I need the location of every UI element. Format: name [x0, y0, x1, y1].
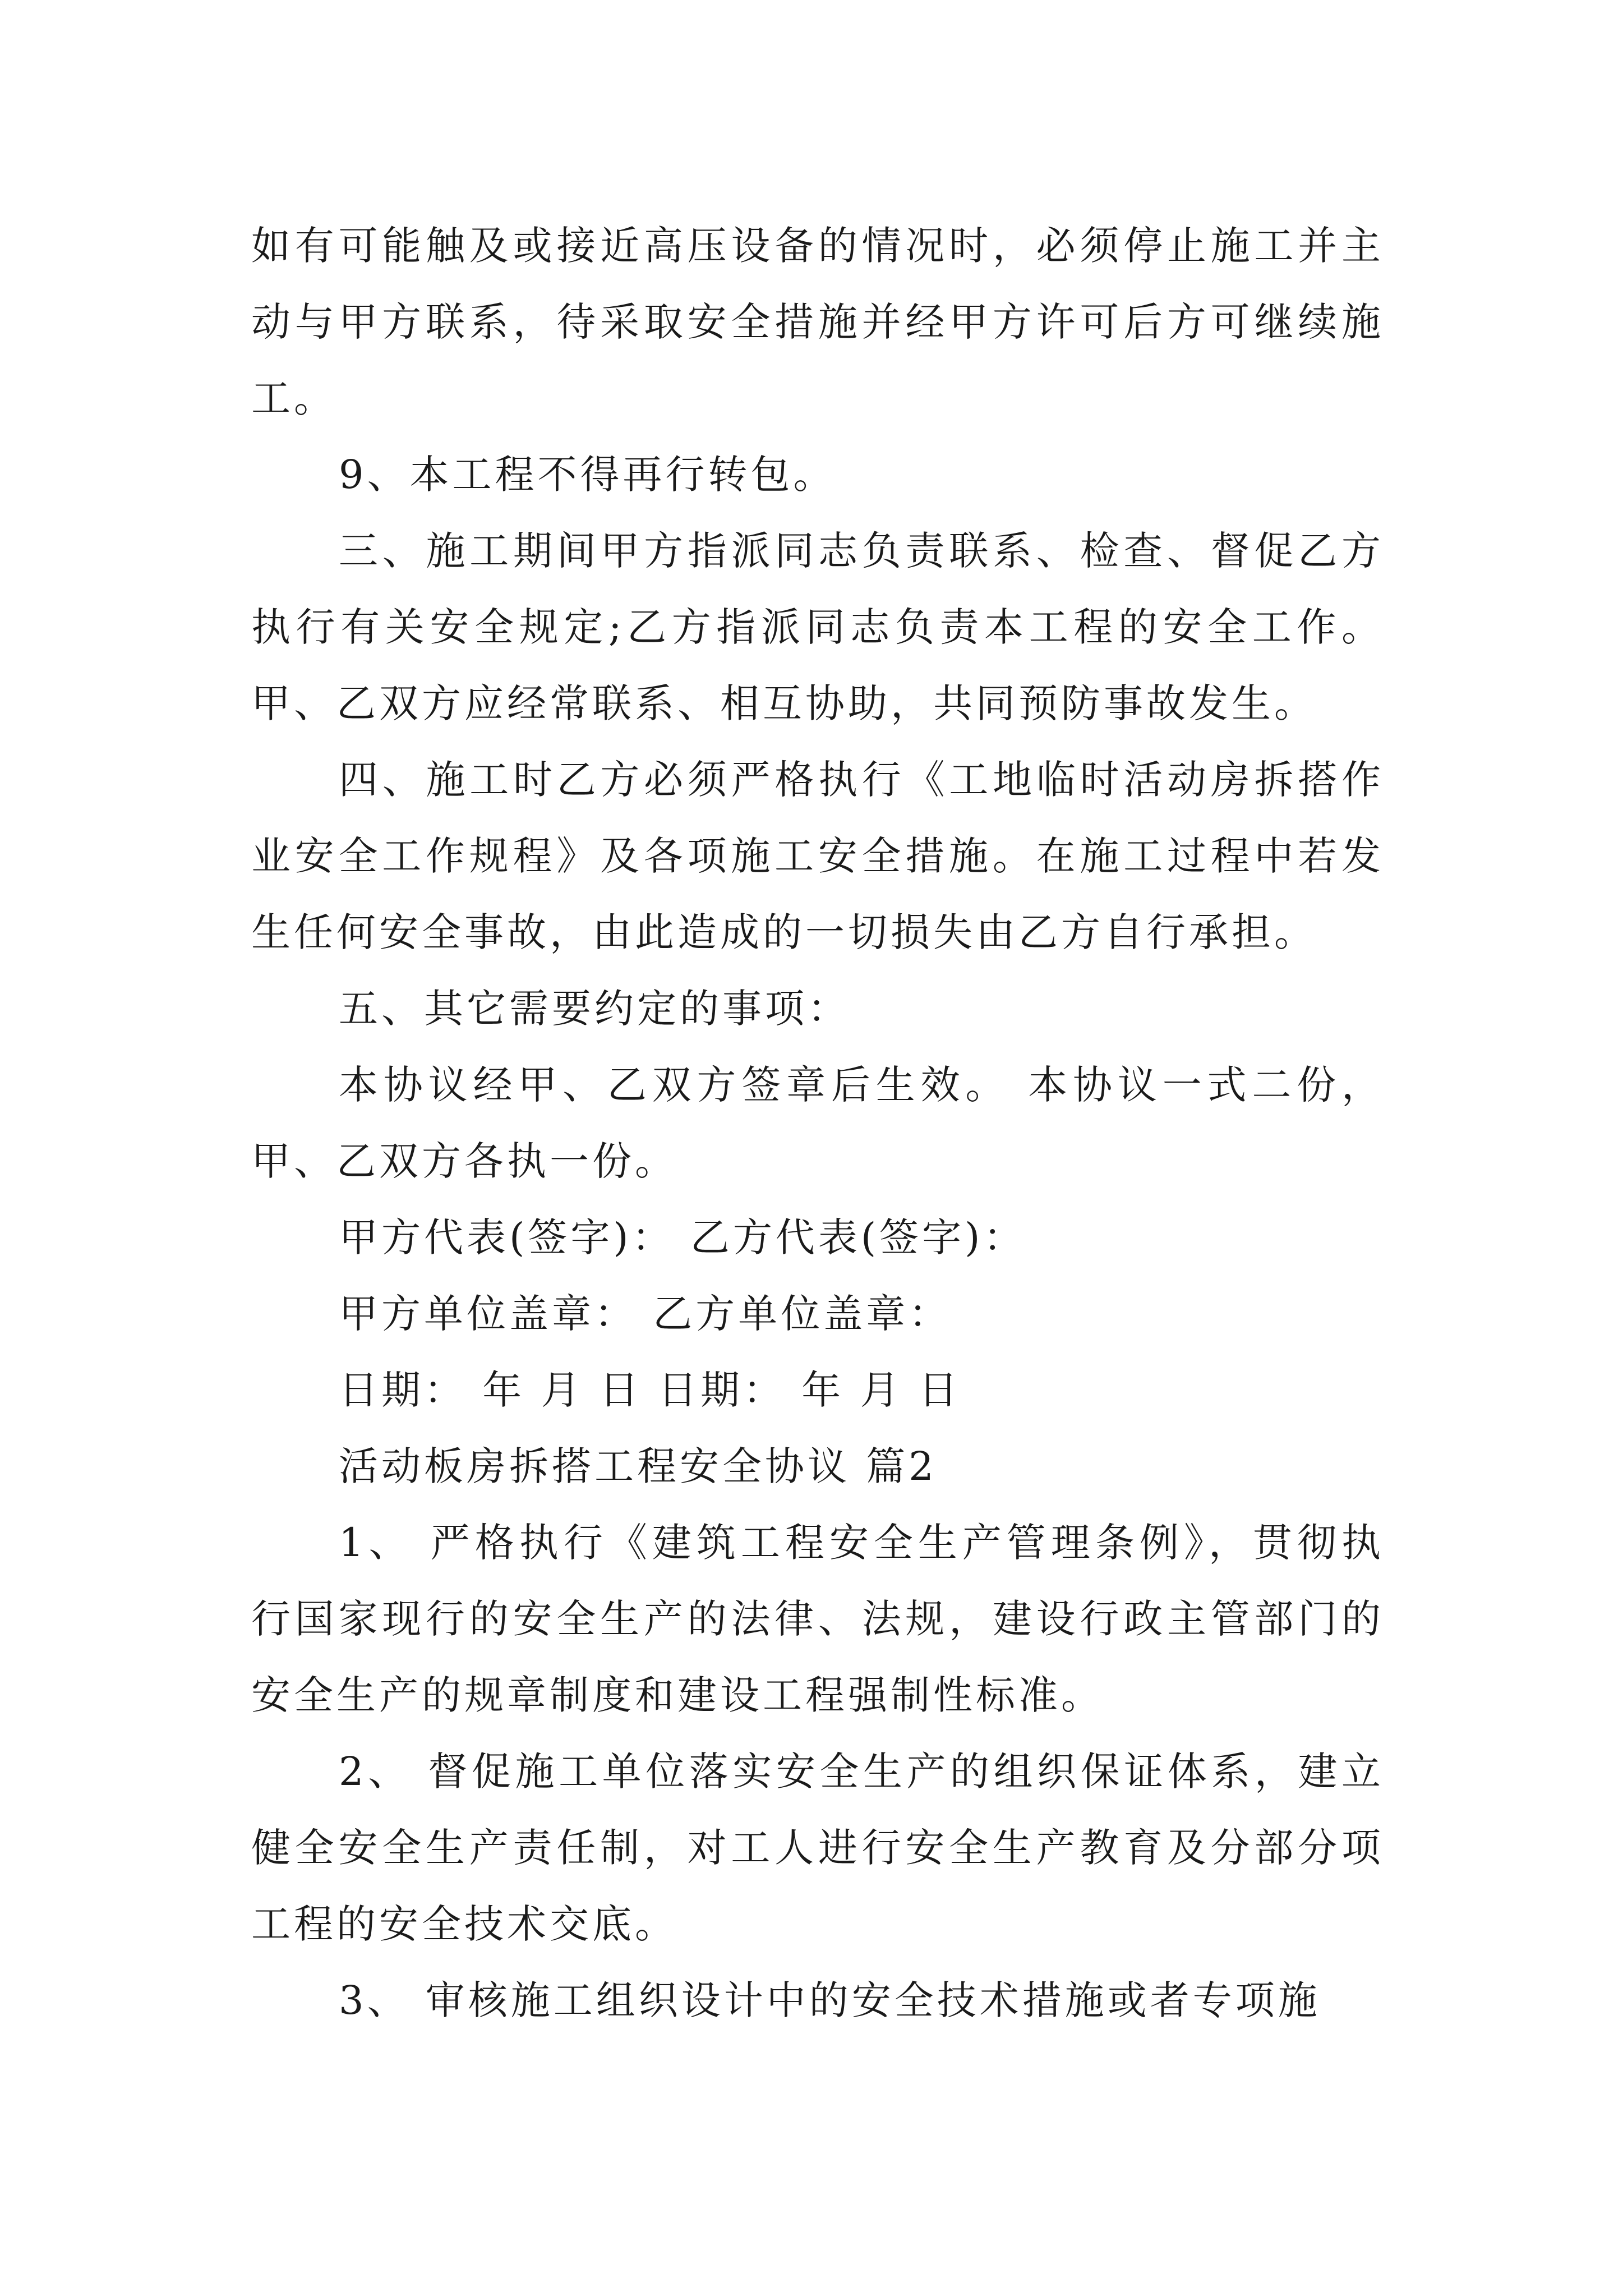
document-body	[251, 208, 1384, 2039]
date-line: 日期： 年 月 日 日期： 年 月 日	[339, 1367, 961, 1413]
paragraph-item-2: 2、 督促施工单位落实安全生产的组织保证体系，建立健全安全生产责任制，对工人进行安全生产教育及分部分项工程的安全技术交底。	[251, 1749, 1384, 1947]
paragraph-item-9: 9、本工程不得再行转包。	[339, 452, 836, 498]
section-heading: 活动板房拆搭工程安全协议 篇2	[339, 1443, 937, 1489]
seal-line: 甲方单位盖章： 乙方单位盖章：	[339, 1291, 952, 1337]
paragraph-section-4: 四、施工时乙方必须严格执行《工地临时活动房拆搭作业安全工作规程》及各项施工安全措施。在施工过程中若发生任何安全事故，由此造成的一切损失由乙方自行承担。	[251, 757, 1384, 955]
paragraph-high-voltage: 如有可能触及或接近高压设备的情况时，必须停止施工并主动与甲方联系，待采取安全措施并经甲方许可后方可继续施工。	[251, 223, 1384, 421]
paragraph-effective: 本协议经甲、乙双方签章后生效。 本协议一式二份，甲、乙双方各执一份。	[251, 1062, 1384, 1184]
paragraph-item-1: 1、 严格执行《建筑工程安全生产管理条例》，贯彻执行国家现行的安全生产的法律、法规，建设行政主管部门的安全生产的规章制度和建设工程强制性标准。	[251, 1520, 1384, 1718]
paragraph-item-3: 3、 审核施工组织设计中的安全技术措施或者专项施	[339, 1977, 1321, 2023]
signature-line: 甲方代表(签字)： 乙方代表(签字)：	[339, 1214, 1026, 1260]
paragraph-section-5: 五、其它需要约定的事项：	[339, 986, 850, 1032]
paragraph-section-3: 三、施工期间甲方指派同志负责联系、检查、督促乙方执行有关安全规定;乙方指派同志负责本工程的安全工作。甲、乙双方应经常联系、相互协助，共同预防事故发生。	[251, 528, 1384, 726]
